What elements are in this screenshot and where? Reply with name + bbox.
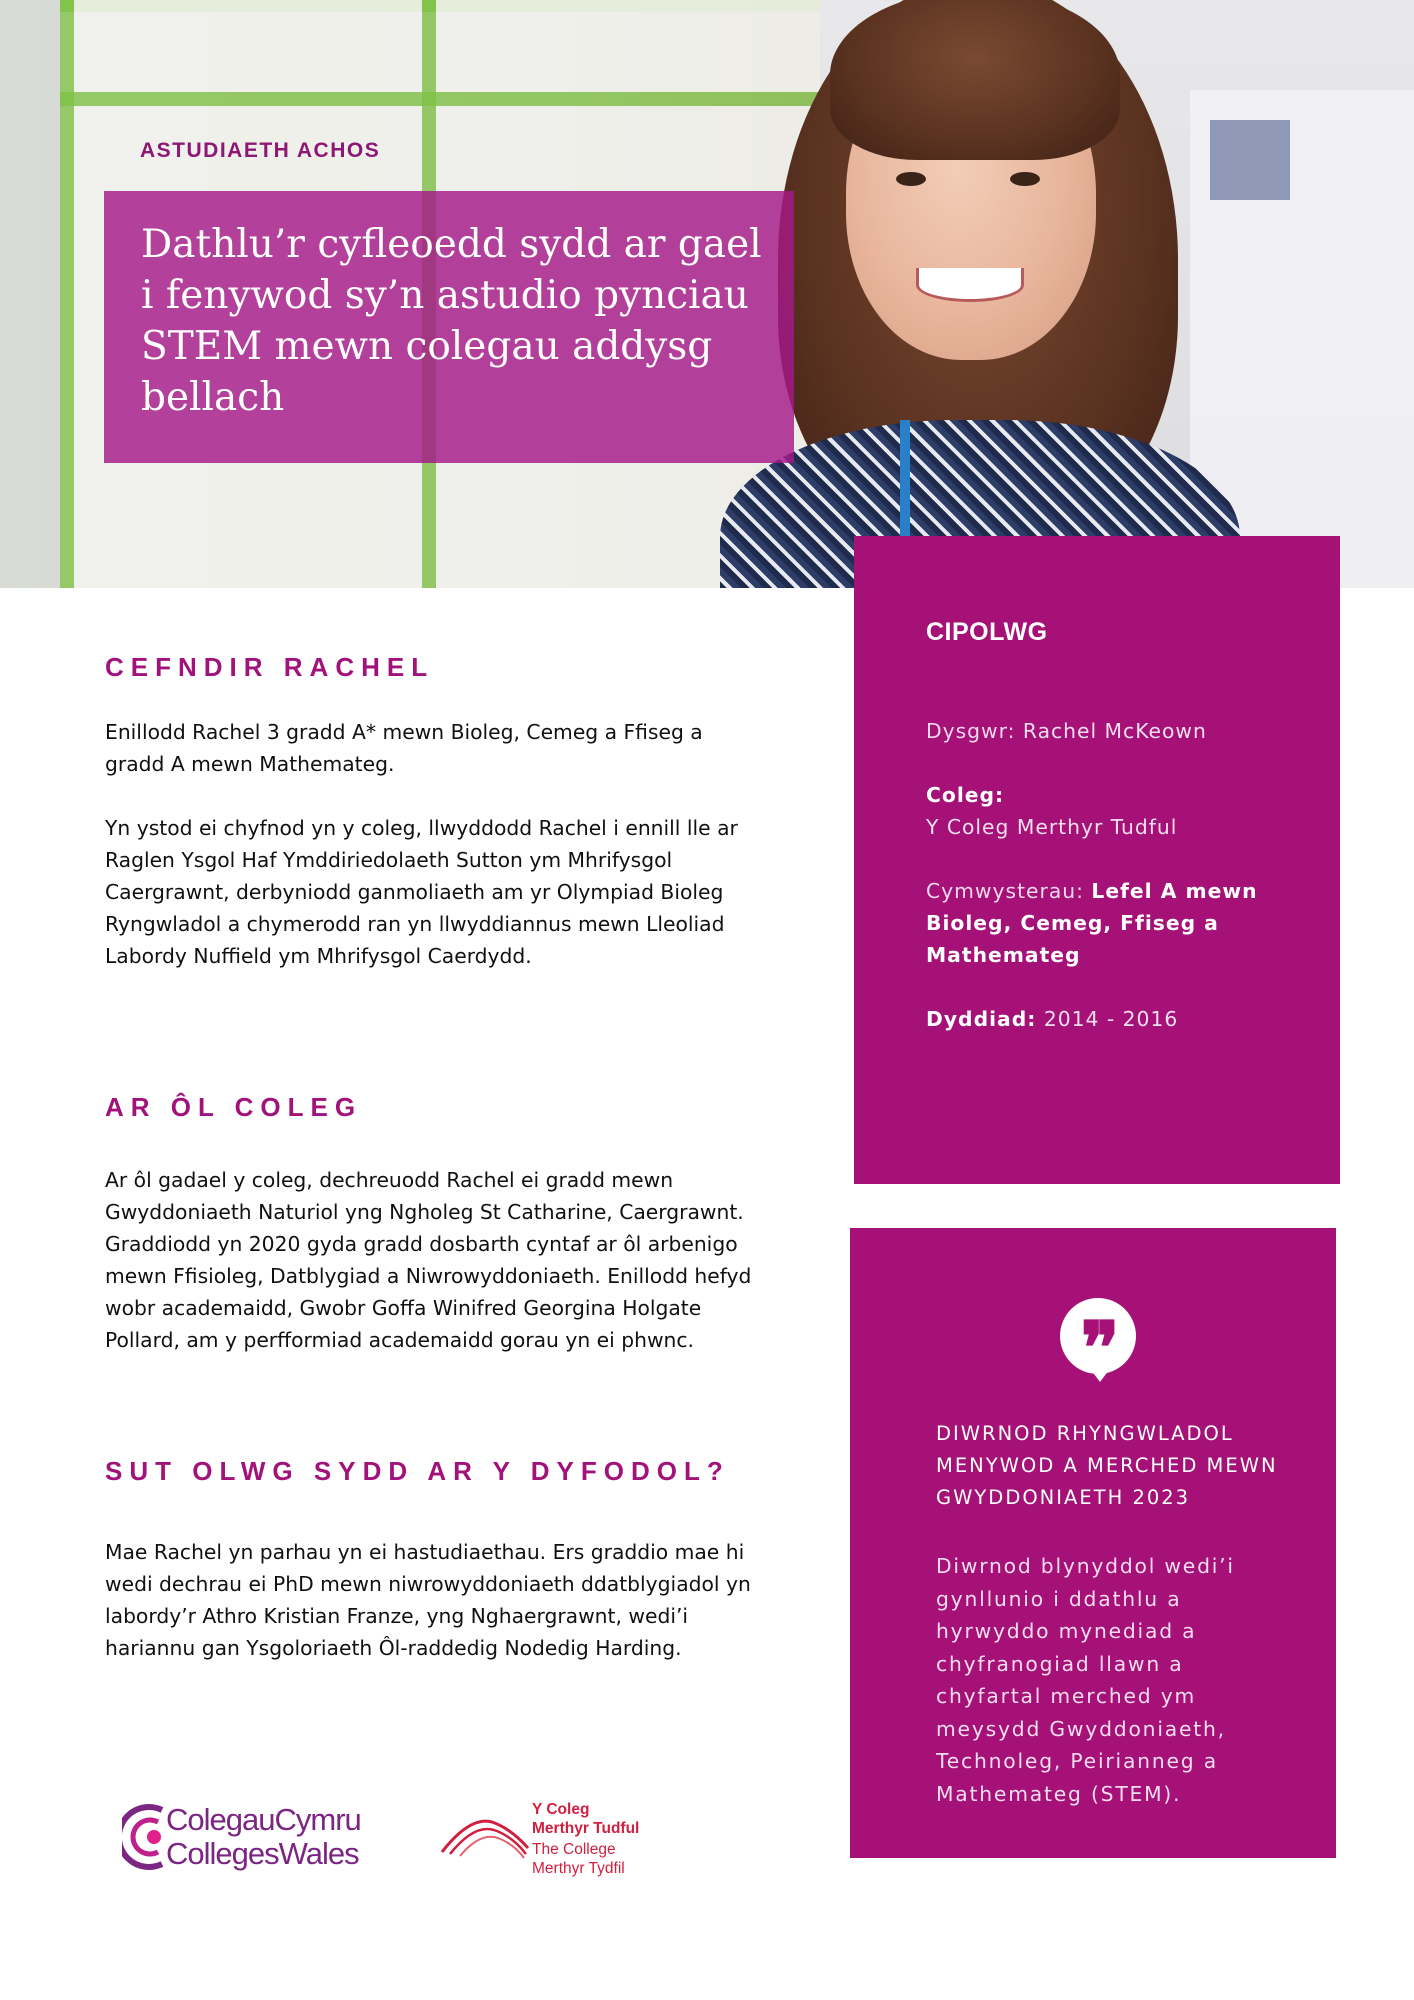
title-box xyxy=(104,191,794,463)
paragraph: Mae Rachel yn parhau yn ei hastudiaethau. Ers graddio mae hi wedi dechrau ei PhD mewn niwrowyddoniaeth ddatblygiadol yn labordy’r Athro Kristian Franze, yng Nghaergrawnt, wedi’i hariannu gan Ysgoloriaeth Ôl-raddedig Nodedig Harding. xyxy=(105,1540,751,1660)
eye xyxy=(1010,172,1040,186)
case-study-kicker: ASTUDIAETH ACHOS xyxy=(140,139,381,162)
poster-frame xyxy=(60,92,840,106)
merthyr-english-line2: Merthyr Tydfil xyxy=(532,1860,625,1877)
section-body-future xyxy=(105,1536,765,1664)
colleges-wales-text: CollegesWales xyxy=(166,1836,359,1871)
college-value: Y Coleg Merthyr Tudful xyxy=(926,815,1178,839)
quote-glyph: ❞ xyxy=(1080,1305,1116,1390)
merthyr-english-line1: The College xyxy=(532,1841,616,1858)
eye xyxy=(896,172,926,186)
quote-panel xyxy=(850,1228,1336,1858)
section-heading-future: SUT OLWG SYDD AR Y DYFODOL? xyxy=(105,1456,730,1486)
qualifications-row xyxy=(926,875,1306,971)
paragraph: Enillodd Rachel 3 gradd A* mewn Bioleg, Cemeg a Ffiseg a gradd A mewn Mathemateg. xyxy=(105,720,703,776)
section-heading-after-college: AR ÔL COLEG xyxy=(105,1092,363,1122)
merthyr-mountains-icon xyxy=(440,1810,530,1860)
poster-frame xyxy=(60,0,74,588)
fringe xyxy=(830,0,1120,160)
section-body-background xyxy=(105,716,765,972)
qualifications-label: Cymwysterau: xyxy=(926,879,1084,903)
poster-graphic xyxy=(1210,120,1290,200)
quote-heading: DIWRNOD RHYNGWLADOL MENYWOD A MERCHED MEWN GWYDDONIAETH 2023 xyxy=(936,1422,1278,1509)
college-label: Coleg: xyxy=(926,783,1005,807)
poster xyxy=(74,0,422,92)
at-a-glance-panel xyxy=(854,536,1340,1184)
poster xyxy=(436,0,840,92)
learner-label: Dysgwr: xyxy=(926,719,1016,743)
colegau-cymru-mark-icon xyxy=(122,1802,168,1872)
qualifications-value: Lefel A mewn Bioleg, Cemeg, Ffiseg a Mathemateg xyxy=(926,879,1258,967)
dates-label: Dyddiad: xyxy=(926,1007,1037,1031)
section-heading-background: CEFNDIR RACHEL xyxy=(105,652,435,682)
learner-value: Rachel McKeown xyxy=(1022,719,1207,743)
paragraph: Yn ystod ei chyfnod yn y coleg, llwyddodd Rachel i ennill lle ar Raglen Ysgol Haf Ymddiriedolaeth Sutton ym Mhrifysgol Caergrawnt, derbyniodd ganmoliaeth am yr Olympiad Bioleg Ryngwladol a chymerodd ran yn llwyddiannus mewn Lleoliad Labordy Nuffield ym Mhrifysgol Caerdydd. xyxy=(105,816,738,968)
college-row xyxy=(926,779,1306,843)
merthyr-welsh-line1: Y Coleg xyxy=(532,1801,590,1818)
merthyr-welsh-line2: Merthyr Tudful xyxy=(532,1820,640,1837)
section-body-after-college xyxy=(105,1164,765,1356)
page-title: Dathlu’r cyfleoedd sydd ar gael i fenywod sy’n astudio pynciau STEM mewn colegau addysg bellach xyxy=(141,222,762,420)
glance-heading: CIPOLWG xyxy=(926,618,1048,646)
smile xyxy=(916,268,1024,302)
quote-body: Diwrnod blynyddol wedi’i gynllunio i ddathlu a hyrwyddo mynediad a chyfranogiad llawn a chyfartal merched ym meysydd Gwyddoniaeth, Technoleg, Peirianneg a Mathemateg (STEM). xyxy=(936,1554,1235,1806)
merthyr-college-logo xyxy=(440,1800,680,1890)
colegau-cymru-text: ColegauCymru xyxy=(166,1802,361,1837)
hero-photo xyxy=(0,0,1414,588)
dates-value: 2014 - 2016 xyxy=(1043,1007,1179,1031)
dates-row xyxy=(926,1003,1306,1035)
colegau-cymru-logo xyxy=(122,1800,362,1880)
learner-row xyxy=(926,715,1306,747)
paragraph: Ar ôl gadael y coleg, dechreuodd Rachel ei gradd mewn Gwyddoniaeth Naturiol yng Ngholeg St Catharine, Caergrawnt. Graddiodd yn 2020 gyda gradd dosbarth cyntaf ar ôl arbenigo mewn Ffisioleg, Datblygiad a Niwrowyddoniaeth. Enillodd hefyd wobr academaidd, Gwobr Goffa Winifred Georgina Holgate Pollard, am y perfformiad academaidd gorau yn ei phwnc. xyxy=(105,1168,752,1352)
